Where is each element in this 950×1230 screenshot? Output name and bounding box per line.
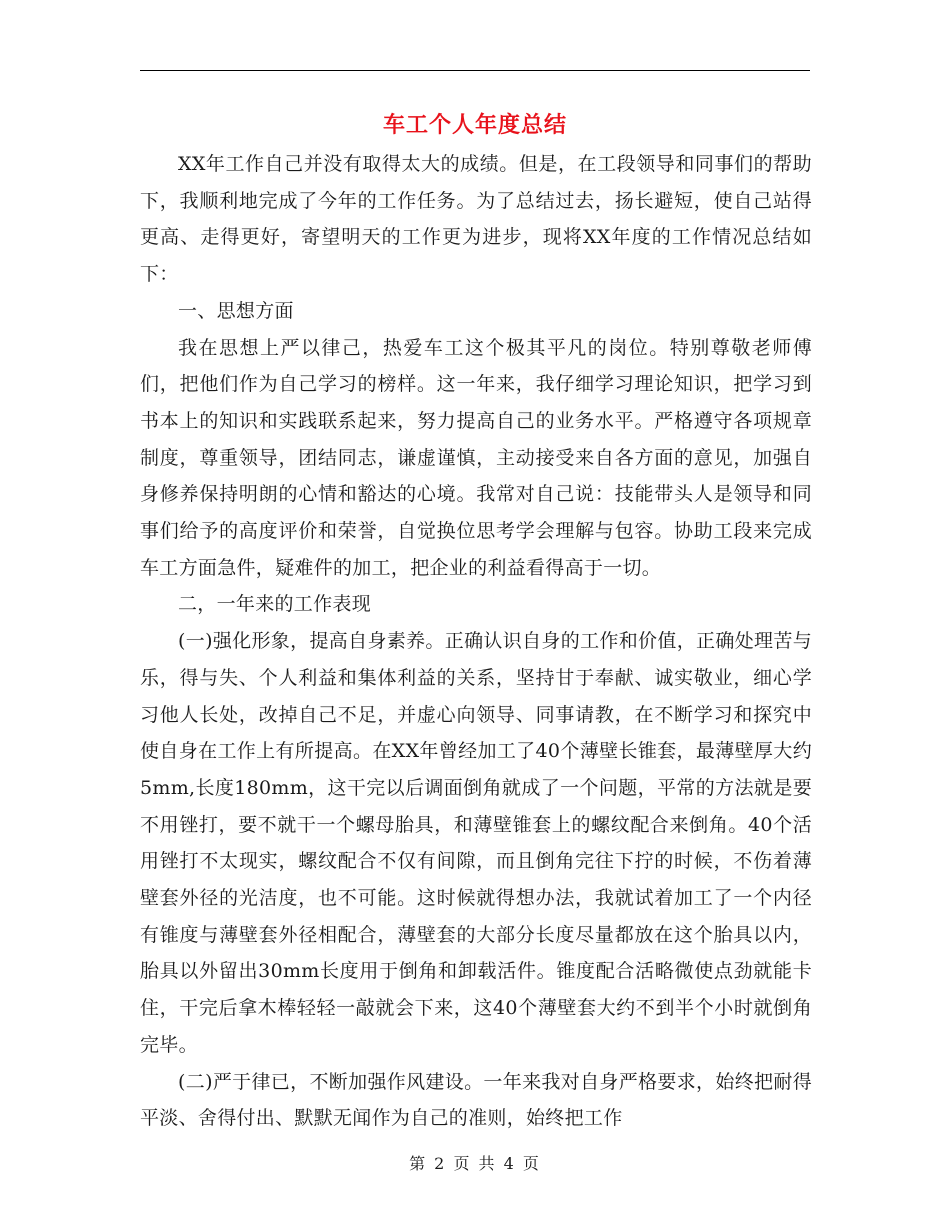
header-rule <box>140 70 810 71</box>
page-number: 第 2 页 共 4 页 <box>409 1154 541 1173</box>
thought-paragraph: 我在思想上严以律己，热爱车工这个极其平凡的岗位。特别尊敬老师傅们，把他们作为自己学习的榜样。这一年来，我仔细学习理论知识，把学习到书本上的知识和实践联系起来，努力提高自己的业务水平。严格遵守各项规章制度，尊重领导，团结同志，谦虚谨慎，主动接受来自各方面的意见，加强自身修养保持明朗的心情和豁达的心境。我常对自己说：技能带头人是领导和同事们给予的高度评价和荣誉，自觉换位思考学会理解与包容。协助工段来完成车工方面急件，疑难件的加工，把企业的利益看得高于一切。 <box>140 336 812 579</box>
intro-paragraph: XX年工作自己并没有取得太大的成绩。但是，在工段领导和同事们的帮助下，我顺利地完成了今年的工作任务。为了总结过去，扬长避短，使自己站得更高、走得更好，寄望明天的工作更为进步，现将XX年度的工作情况总结如下： <box>140 153 812 286</box>
section-heading-thought: 一、思想方面 <box>178 299 294 322</box>
performance-paragraph-1: (一)强化形象，提高自身素养。正确认识自身的工作和价值，正确处理苦与乐，得与失、个人利益和集体利益的关系，坚持甘于奉献、诚实敬业，细心学习他人长处，改掉自己不足，并虚心向领导、同事请教，在不断学习和探究中使自身在工作上有所提高。在XX年曾经加工了40个薄壁长锥套，最薄壁厚大约5mm,长度180mm，这干完以后调面倒角就成了一个问题，平常的方法就是要不用锉打，要不就干一个螺母胎具，和薄壁锥套上的螺纹配合来倒角。40个活用锉打不太现实，螺纹配合不仅有间隙，而且倒角完往下拧的时候，不伤着薄壁套外径的光洁度，也不可能。这时候就得想办法，我就试着加工了一个内径有锥度与薄壁套外径相配合，薄壁套的大部分长度尽量都放在这个胎具以内，胎具以外留出30mm长度用于倒角和卸载活件。锥度配合活略微使点劲就能卡住，干完后拿木棒轻轻一敲就会下来，这40个薄壁套大约不到半个小时就倒角完毕。 <box>140 630 812 1056</box>
document-title: 车工个人年度总结 <box>382 113 567 138</box>
section-heading-performance: 二，一年来的工作表现 <box>178 593 372 616</box>
document-body <box>140 146 812 1137</box>
performance-paragraph-2: (二)严于律已，不断加强作风建设。一年来我对自身严格要求，始终把耐得平淡、舍得付出、默默无闻作为自己的准则，始终把工作 <box>140 1070 812 1130</box>
